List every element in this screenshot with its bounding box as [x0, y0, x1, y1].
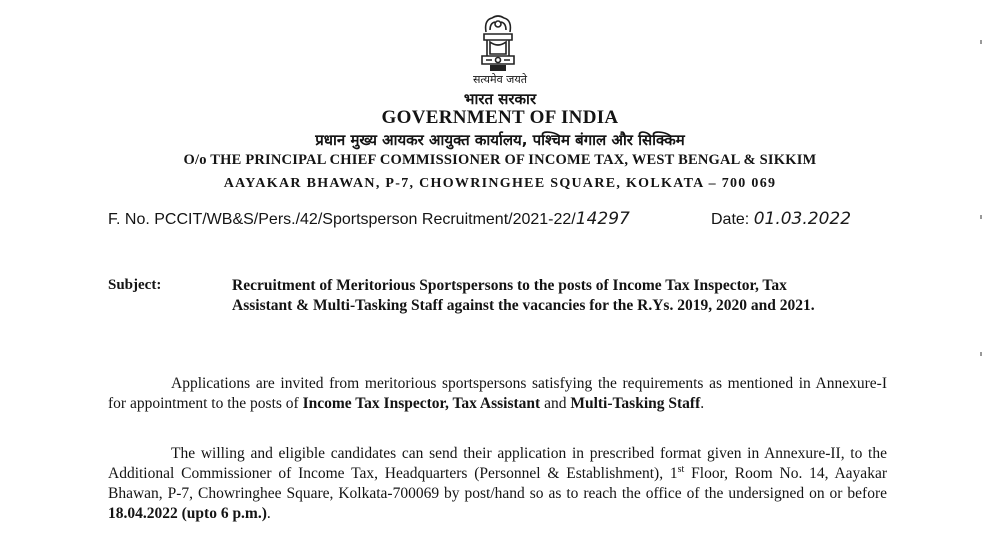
hindi-government-title: भारत सरकार — [463, 90, 537, 108]
para1-text-b: and — [540, 395, 571, 412]
scan-edge-mark — [980, 215, 982, 219]
paragraph-applications — [108, 374, 887, 414]
file-number — [108, 209, 630, 229]
file-number-handwritten: 14297 — [575, 209, 630, 229]
subject-text: Recruitment of Meritorious Sportspersons to the posts of Income Tax Inspector, Tax Assistant & Multi-Tasking Staff against the vacancies for the R.Ys. 2019, 2020 and 2021. — [232, 277, 815, 314]
national-emblem-icon — [472, 10, 524, 74]
date-label: Date: — [711, 211, 750, 228]
scan-edge-mark — [980, 352, 982, 356]
para1-text-c: . — [700, 395, 705, 412]
hindi-office-name: प्रधान मुख्य आयकर आयुक्त कार्यालय, पश्चिम बंगाल और सिक्किम — [315, 131, 685, 149]
para2-text-a: The willing and eligible candidates can send their application in prescribed format given in Annexure-II, to the Additional Commissioner of Income Tax, Headquarters (Personnel & Establishment), 1 — [108, 445, 887, 482]
para2-deadline: 18.04.2022 (upto 6 p.m.) — [108, 505, 267, 522]
para1-mts: Multi-Tasking Staff — [570, 395, 701, 412]
para2-sup: st — [677, 463, 685, 475]
office-address: AAYAKAR BHAWAN, P-7, CHOWRINGHEE SQUARE, KOLKATA – 700 069 — [223, 176, 777, 191]
emblem-motto: सत्यमेव जयते — [472, 73, 527, 86]
scan-edge-mark — [980, 40, 982, 44]
file-number-prefix: F. No. PCCIT/WB&S/Pers./42/Sportsperson Recruitment/2021-22/ — [108, 211, 576, 228]
subject-label: Subject: — [108, 277, 162, 293]
date-value-handwritten: 01.03.2022 — [753, 209, 852, 229]
para2-text-c: . — [266, 505, 271, 522]
paragraph-submission — [108, 444, 887, 524]
para2-text-b: Floor, Room No. 14, Aayakar Bhawan, P-7, Chowringhee Square, Kolkata-700069 by post/hand so as to reach the office of the undersigned on or before — [108, 465, 887, 502]
para1-text-a: Applications are invited from meritorious sportspersons satisfying the requirements as mentioned in Annexure-I for appointment to the posts of — [108, 375, 887, 412]
letter-date — [711, 209, 851, 229]
para1-posts: Income Tax Inspector, Tax Assistant — [302, 395, 541, 412]
government-title: GOVERNMENT OF INDIA — [381, 107, 619, 128]
office-name: O/o THE PRINCIPAL CHIEF COMMISSIONER OF INCOME TAX, WEST BENGAL & SIKKIM — [183, 152, 817, 168]
